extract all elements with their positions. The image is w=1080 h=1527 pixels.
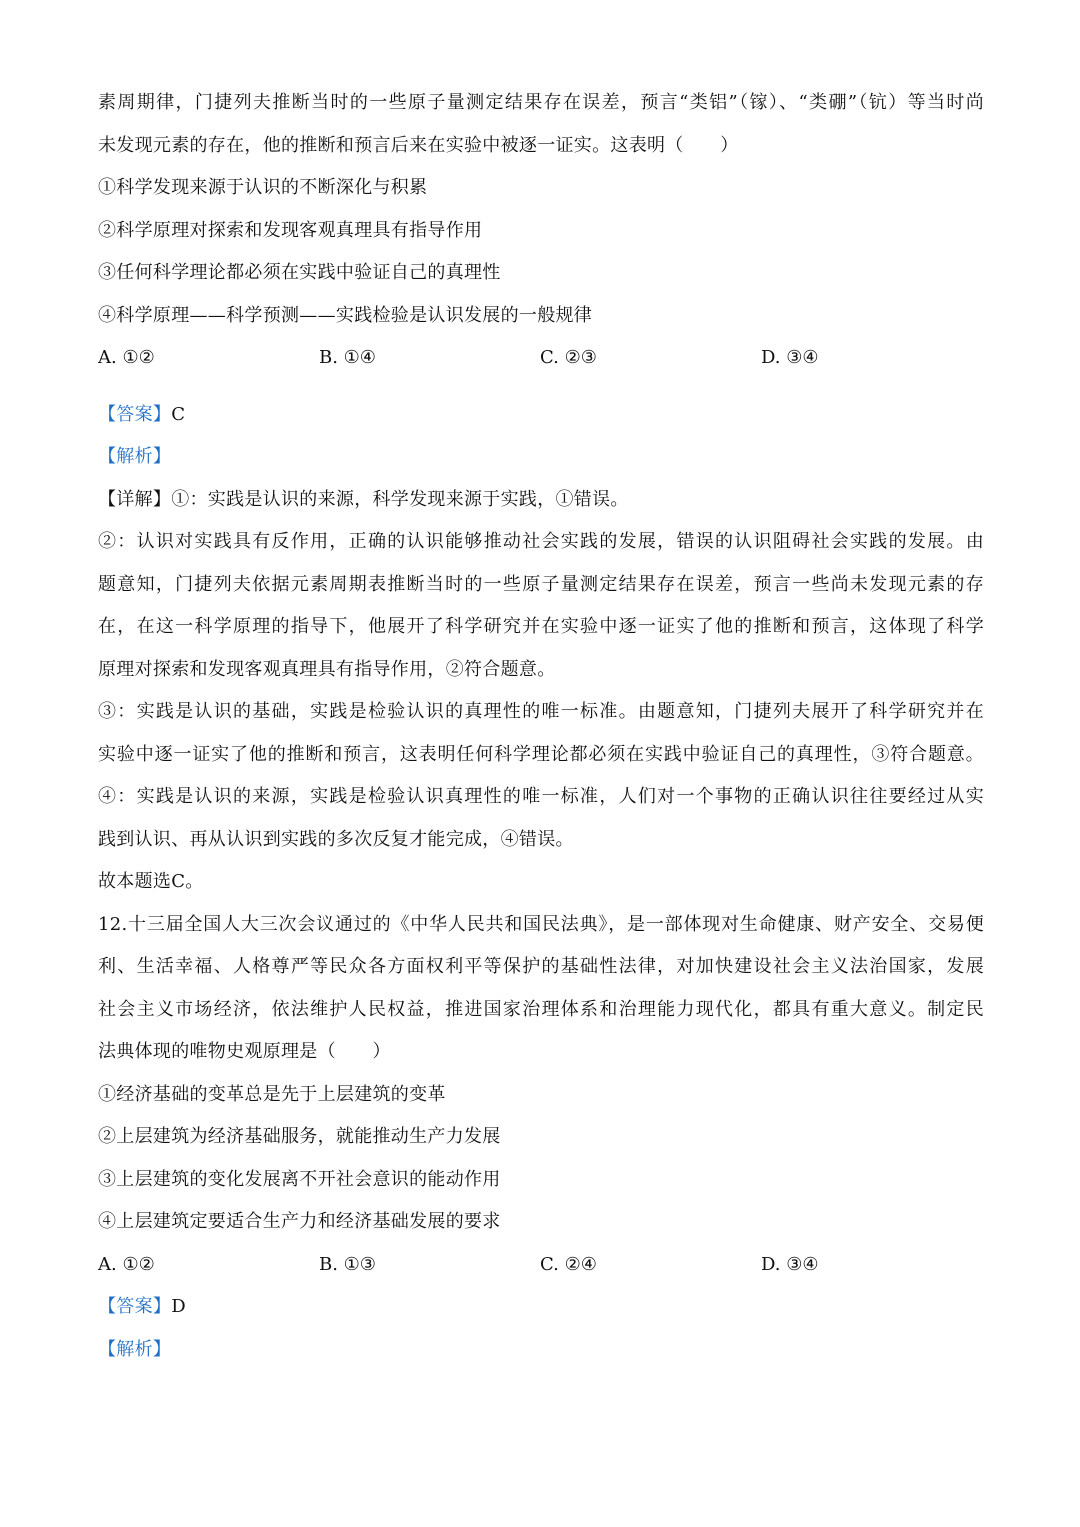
q11-detail-line-5: 原理对探索和发现客观真理具有指导作用，②符合题意。 bbox=[98, 658, 556, 680]
q12-choices bbox=[98, 1244, 984, 1287]
q12-choice-b: B. ①③ bbox=[319, 1253, 376, 1275]
q11-stem-line-2: 未发现元素的存在，他的推断和预言后来在实验中被逐一证实。这表明（ ） bbox=[98, 134, 739, 156]
q11-detail-tag: 【详解】 bbox=[98, 488, 172, 510]
q11-detail-line-9: 践到认识、再从认识到实践的多次反复才能完成，④错误。 bbox=[98, 828, 574, 850]
q12-stem-line-4: 法典体现的唯物史观原理是（ ） bbox=[98, 1041, 391, 1062]
q11-choice-d: D. ③④ bbox=[761, 347, 819, 368]
q12-stem-line-3: 社会主义市场经济，依法维护人民权益，推进国家治理体系和治理能力现代化，都具有重大意义。制定民 bbox=[98, 998, 984, 1020]
q12-analysis-tag: 【解析】 bbox=[98, 1338, 172, 1360]
q12-statement-1: ①经济基础的变革总是先于上层建筑的变革 bbox=[98, 1083, 446, 1105]
q12-statement-2: ②上层建筑为经济基础服务，就能推动生产力发展 bbox=[98, 1126, 501, 1147]
q11-answer bbox=[98, 394, 984, 437]
q11-statement-2: ②科学原理对探索和发现客观真理具有指导作用 bbox=[98, 219, 483, 241]
q11-analysis-tag: 【解析】 bbox=[98, 446, 172, 467]
q12-statement-3: ③上层建筑的变化发展离不开社会意识的能动作用 bbox=[98, 1168, 501, 1190]
q12-answer bbox=[98, 1286, 984, 1329]
q11-detail-line-3: 题意知，门捷列夫依据元素周期表推断当时的一些原子量测定结果存在误差，预言一些尚未发现元素的存 bbox=[98, 573, 984, 595]
q11-analysis-heading bbox=[98, 436, 984, 479]
q11-stem-line-1: 素周期律，门捷列夫推断当时的一些原子量测定结果存在误差，预言“类铝”（镓）、“类硼”（钪）等当时尚 bbox=[98, 92, 984, 113]
q11-conclusion: 故本题选C。 bbox=[98, 871, 204, 892]
q11-detail-text-1: ①：实践是认识的来源，科学发现来源于实践，①错误。 bbox=[171, 488, 629, 510]
q11-detail-line-1 bbox=[98, 479, 984, 522]
q11-statement-4: ④科学原理——科学预测——实践检验是认识发展的一般规律 bbox=[98, 304, 593, 326]
q11-answer-value: C bbox=[171, 403, 186, 425]
q11-choice-c: C. ②③ bbox=[540, 347, 597, 368]
q12-statement-4: ④上层建筑定要适合生产力和经济基础发展的要求 bbox=[98, 1211, 501, 1232]
spacer bbox=[98, 380, 984, 394]
q11-detail-line-4: 在，在这一科学原理的指导下，他展开了科学研究并在实验中逐一证实了他的推断和预言，这体现了科学 bbox=[98, 616, 984, 637]
document-content bbox=[98, 82, 984, 1371]
q12-answer-value: D bbox=[171, 1296, 186, 1317]
q12-choice-c: C. ②④ bbox=[540, 1253, 597, 1275]
q11-choice-b: B. ①④ bbox=[319, 347, 376, 368]
q11-answer-tag: 【答案】 bbox=[98, 403, 172, 425]
q11-detail-line-2: ②：认识对实践具有反作用，正确的认识能够推动社会实践的发展，错误的认识阻碍社会实践的发展。由 bbox=[98, 531, 984, 552]
q12-stem-line-1: 12.十三届全国人大三次会议通过的《中华人民共和国民法典》，是一部体现对生命健康、财产安全、交易便 bbox=[98, 913, 984, 935]
q11-statement-3: ③任何科学理论都必须在实践中验证自己的真理性 bbox=[98, 262, 501, 283]
q12-analysis-heading bbox=[98, 1329, 984, 1372]
q12-stem-line-2: 利、生活幸福、人格尊严等民众各方面权利平等保护的基础性法律，对加快建设社会主义法治国家，发展 bbox=[98, 956, 984, 977]
q11-detail-line-8: ④：实践是认识的来源，实践是检验认识真理性的唯一标准，人们对一个事物的正确认识往往要经过从实 bbox=[98, 786, 984, 807]
q11-choice-a: A. ①② bbox=[98, 347, 155, 368]
q11-choices bbox=[98, 337, 984, 380]
q11-detail-line-6: ③：实践是认识的基础，实践是检验认识的真理性的唯一标准。由题意知，门捷列夫展开了科学研究并在 bbox=[98, 701, 984, 722]
q12-choice-d: D. ③④ bbox=[761, 1253, 819, 1275]
q12-choice-a: A. ①② bbox=[98, 1253, 155, 1275]
q11-detail-line-7: 实验中逐一证实了他的推断和预言，这表明任何科学理论都必须在实践中验证自己的真理性，③符合题意。 bbox=[98, 743, 984, 765]
q12-answer-tag: 【答案】 bbox=[98, 1296, 172, 1317]
q11-statement-1: ①科学发现来源于认识的不断深化与积累 bbox=[98, 177, 428, 198]
